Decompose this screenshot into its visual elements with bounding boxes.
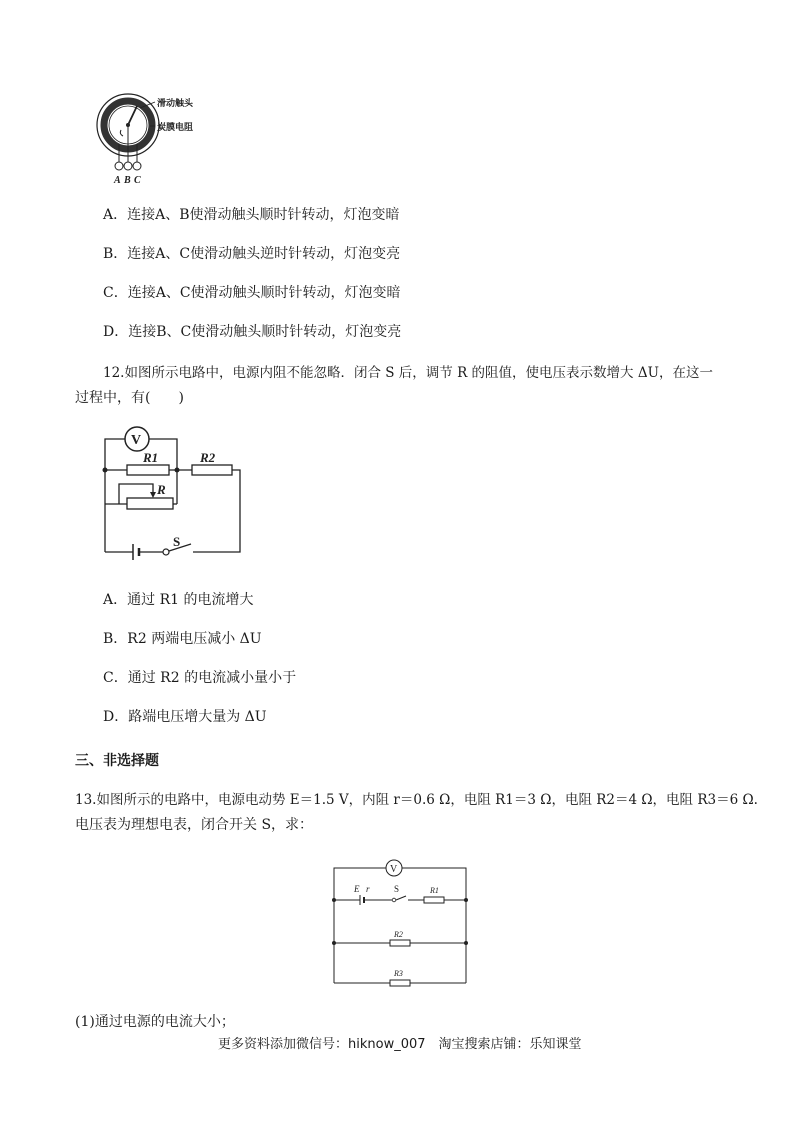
q13-r1-label: R1: [430, 886, 439, 895]
q13-internal-label: r: [366, 884, 370, 894]
q12-option-c: C．通过 R2 的电流减小量小于: [103, 670, 297, 686]
q11-option-d: D．连接B、C使滑动触头顺时针转动，灯泡变亮: [103, 324, 402, 340]
q13-r3-label: R3: [394, 969, 403, 978]
voltmeter-label: V: [131, 433, 142, 448]
q13-stem-line1: 13.如图所示的电路中，电源电动势 E＝1.5 V，内阻 r＝0.6 Ω，电阻 R1＝3 Ω，电阻 R2＝4 Ω，电阻 R3＝6 Ω.: [75, 792, 758, 808]
q12-circuit-figure: [95, 420, 255, 560]
q13-emf-label: E: [354, 884, 360, 894]
switch-label: S: [173, 534, 181, 549]
carbon-film-label: 炭膜电阻: [157, 122, 194, 132]
q11-option-a: A．连接A、B使滑动触头顺时针转动，灯泡变暗: [103, 207, 400, 223]
q12-option-b: B．R2 两端电压减小 ΔU: [103, 631, 262, 647]
q11-option-c: C．连接A、C使滑动触头顺时针转动，灯泡变暗: [103, 285, 401, 301]
slider-label: 滑动触头: [157, 98, 194, 108]
q13-circuit-figure: [330, 855, 475, 990]
q12-option-a: A．通过 R1 的电流增大: [103, 592, 254, 608]
r1-label: R1: [143, 450, 159, 465]
potentiometer-figure: [95, 90, 245, 190]
q12-stem-line2: 过程中，有( ): [75, 390, 184, 406]
r2-label: R2: [200, 450, 216, 465]
terminal-b-label: B: [124, 175, 131, 186]
q13-stem-line2: 电压表为理想电表，闭合开关 S，求：: [75, 817, 314, 833]
terminal-a-label: A: [114, 175, 121, 186]
q13-sub-question-1: (1)通过电源的电流大小；: [75, 1014, 235, 1030]
section-heading: 三、非选择题: [75, 753, 159, 769]
q13-r2-label: R2: [394, 930, 403, 939]
terminal-c-label: C: [134, 175, 141, 186]
rheostat-label: R: [157, 482, 166, 497]
q13-switch-label: S: [394, 884, 400, 894]
q12-option-d: D．路端电压增大量为 ΔU: [103, 709, 267, 725]
q11-option-b: B．连接A、C使滑动触头逆时针转动，灯泡变亮: [103, 246, 401, 262]
q12-stem-line1: 12.如图所示电路中，电源内阻不能忽略．闭合 S 后，调节 R 的阻值，使电压表示数增大 ΔU，在这一: [103, 365, 713, 381]
footer-promo: 更多资料添加微信号：hiknow_007 淘宝搜索店铺：乐知课堂: [218, 1037, 582, 1052]
q13-voltmeter-label: V: [390, 864, 398, 875]
